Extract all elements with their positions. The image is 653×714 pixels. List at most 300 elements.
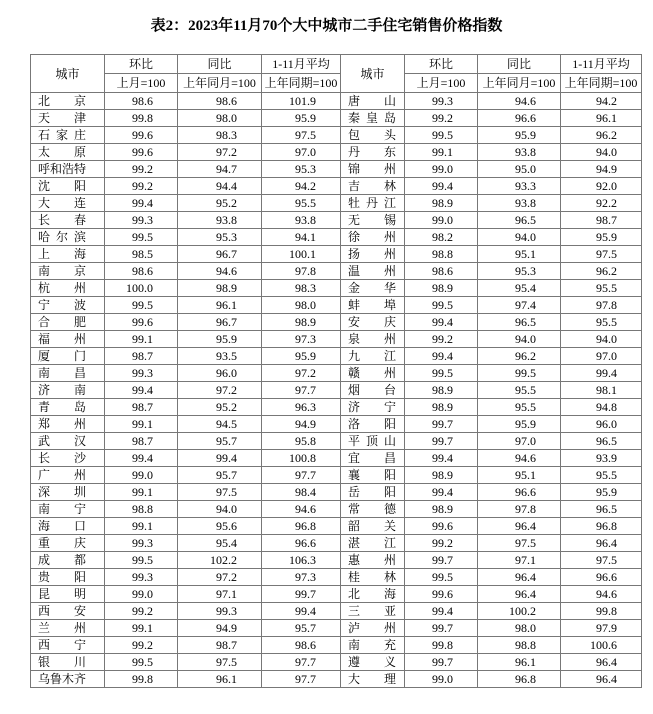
yoy-cell-right: 97.5 <box>478 535 561 552</box>
mom-cell-right: 98.9 <box>405 382 478 399</box>
avg-cell-right: 95.5 <box>561 280 642 297</box>
city-name: 福州 <box>38 332 86 346</box>
city-cell-left <box>31 331 105 348</box>
avg-cell-left: 94.6 <box>262 501 341 518</box>
city-name: 杭州 <box>38 281 86 295</box>
yoy-cell-right: 94.0 <box>478 331 561 348</box>
yoy-cell-right: 95.9 <box>478 416 561 433</box>
city-name: 安庆 <box>348 315 396 329</box>
city-cell-left <box>31 297 105 314</box>
mom-cell-left: 99.3 <box>105 212 178 229</box>
mom-cell-right: 98.9 <box>405 467 478 484</box>
avg-cell-right: 95.9 <box>561 229 642 246</box>
city-cell-right <box>341 297 405 314</box>
city-cell-right <box>341 654 405 671</box>
city-cell-left <box>31 314 105 331</box>
city-name: 襄阳 <box>348 468 396 482</box>
table-row <box>31 178 642 195</box>
avg-cell-left: 98.6 <box>262 637 341 654</box>
city-cell-right <box>341 467 405 484</box>
yoy-cell-right: 94.6 <box>478 450 561 467</box>
city-cell-left <box>31 416 105 433</box>
city-name: 乌鲁木齐 <box>38 672 87 686</box>
mom-cell-left: 99.2 <box>105 637 178 654</box>
city-cell-right <box>341 246 405 263</box>
avg-cell-right: 97.8 <box>561 297 642 314</box>
table-body <box>31 93 642 688</box>
yoy-cell-left: 94.4 <box>178 178 262 195</box>
mom-cell-right: 99.8 <box>405 637 478 654</box>
avg-cell-left: 98.3 <box>262 280 341 297</box>
city-name: 韶关 <box>348 519 396 533</box>
table-row <box>31 297 642 314</box>
yoy-cell-left: 96.7 <box>178 246 262 263</box>
yoy-cell-left: 94.0 <box>178 501 262 518</box>
table-row <box>31 229 642 246</box>
yoy-cell-left: 96.1 <box>178 297 262 314</box>
city-cell-right <box>341 518 405 535</box>
avg-cell-right: 97.9 <box>561 620 642 637</box>
city-name: 海口 <box>38 519 86 533</box>
city-cell-left <box>31 518 105 535</box>
city-cell-left <box>31 433 105 450</box>
city-name: 长春 <box>38 213 86 227</box>
city-cell-left <box>31 484 105 501</box>
avg-cell-right: 94.0 <box>561 144 642 161</box>
city-name: 唐山 <box>348 94 396 108</box>
city-cell-right <box>341 586 405 603</box>
yoy-cell-right: 96.5 <box>478 314 561 331</box>
mom-cell-right: 99.7 <box>405 552 478 569</box>
yoy-cell-right: 96.6 <box>478 110 561 127</box>
city-name: 丹东 <box>348 145 396 159</box>
city-name: 沈阳 <box>38 179 86 193</box>
city-cell-left <box>31 195 105 212</box>
city-cell-left <box>31 552 105 569</box>
mom-cell-right: 99.2 <box>405 331 478 348</box>
city-cell-right <box>341 110 405 127</box>
yoy-cell-right: 96.4 <box>478 569 561 586</box>
mom-cell-right: 99.4 <box>405 178 478 195</box>
city-name: 郑州 <box>38 417 86 431</box>
yoy-cell-left: 94.6 <box>178 263 262 280</box>
city-name: 哈尔滨 <box>38 230 86 244</box>
yoy-cell-left: 98.7 <box>178 637 262 654</box>
mom-cell-left: 99.1 <box>105 518 178 535</box>
table-row <box>31 416 642 433</box>
city-cell-right <box>341 569 405 586</box>
mom-cell-right: 99.7 <box>405 416 478 433</box>
mom-cell-left: 99.1 <box>105 331 178 348</box>
city-cell-right <box>341 263 405 280</box>
yoy-cell-right: 93.8 <box>478 195 561 212</box>
avg-cell-right: 96.5 <box>561 501 642 518</box>
mom-cell-right: 99.4 <box>405 314 478 331</box>
mom-cell-left: 98.8 <box>105 501 178 518</box>
yoy-cell-left: 93.8 <box>178 212 262 229</box>
avg-cell-left: 95.3 <box>262 161 341 178</box>
mom-cell-right: 98.8 <box>405 246 478 263</box>
city-name: 北海 <box>348 587 396 601</box>
mom-cell-left: 99.5 <box>105 654 178 671</box>
city-name: 牡丹江 <box>348 196 396 210</box>
city-cell-right <box>341 314 405 331</box>
header-avg-base-right: 上年同期=100 <box>561 74 642 93</box>
city-name: 宜昌 <box>348 451 396 465</box>
city-name: 厦门 <box>38 349 86 363</box>
mom-cell-right: 99.3 <box>405 93 478 110</box>
table-header <box>31 55 642 93</box>
city-cell-left <box>31 450 105 467</box>
mom-cell-right: 98.9 <box>405 399 478 416</box>
yoy-cell-left: 98.9 <box>178 280 262 297</box>
table-row <box>31 144 642 161</box>
city-name: 重庆 <box>38 536 86 550</box>
avg-cell-left: 94.2 <box>262 178 341 195</box>
avg-cell-left: 94.9 <box>262 416 341 433</box>
header-mom-base-right: 上月=100 <box>405 74 478 93</box>
city-cell-right <box>341 535 405 552</box>
avg-cell-right: 94.8 <box>561 399 642 416</box>
yoy-cell-left: 96.1 <box>178 671 262 688</box>
mom-cell-right: 99.5 <box>405 569 478 586</box>
city-cell-left <box>31 654 105 671</box>
yoy-cell-right: 93.3 <box>478 178 561 195</box>
city-name: 济南 <box>38 383 86 397</box>
mom-cell-right: 99.0 <box>405 671 478 688</box>
city-name: 秦皇岛 <box>348 111 396 125</box>
avg-cell-left: 94.1 <box>262 229 341 246</box>
avg-cell-right: 99.8 <box>561 603 642 620</box>
table-row <box>31 637 642 654</box>
table-row <box>31 331 642 348</box>
table-row <box>31 365 642 382</box>
yoy-cell-right: 94.6 <box>478 93 561 110</box>
yoy-cell-right: 97.8 <box>478 501 561 518</box>
city-cell-right <box>341 195 405 212</box>
table-row <box>31 195 642 212</box>
city-cell-right <box>341 620 405 637</box>
avg-cell-right: 96.1 <box>561 110 642 127</box>
city-cell-right <box>341 671 405 688</box>
city-name: 兰州 <box>38 621 86 635</box>
city-cell-right <box>341 144 405 161</box>
city-name: 洛阳 <box>348 417 396 431</box>
yoy-cell-left: 98.6 <box>178 93 262 110</box>
city-cell-right <box>341 348 405 365</box>
mom-cell-right: 99.4 <box>405 484 478 501</box>
avg-cell-right: 100.6 <box>561 637 642 654</box>
avg-cell-right: 97.5 <box>561 552 642 569</box>
city-cell-left <box>31 280 105 297</box>
yoy-cell-left: 96.7 <box>178 314 262 331</box>
mom-cell-left: 99.8 <box>105 110 178 127</box>
city-cell-left <box>31 246 105 263</box>
yoy-cell-right: 95.5 <box>478 382 561 399</box>
mom-cell-left: 98.5 <box>105 246 178 263</box>
city-name: 湛江 <box>348 536 396 550</box>
mom-cell-right: 98.6 <box>405 263 478 280</box>
city-cell-left <box>31 569 105 586</box>
table-row <box>31 501 642 518</box>
city-cell-left <box>31 382 105 399</box>
table-row <box>31 280 642 297</box>
city-name: 三亚 <box>348 604 396 618</box>
yoy-cell-left: 99.4 <box>178 450 262 467</box>
city-cell-left <box>31 161 105 178</box>
avg-cell-right: 96.4 <box>561 654 642 671</box>
city-name: 合肥 <box>38 315 86 329</box>
city-cell-left <box>31 467 105 484</box>
yoy-cell-left: 95.7 <box>178 433 262 450</box>
mom-cell-right: 99.7 <box>405 654 478 671</box>
avg-cell-right: 96.4 <box>561 535 642 552</box>
mom-cell-left: 99.1 <box>105 416 178 433</box>
yoy-cell-right: 96.6 <box>478 484 561 501</box>
avg-cell-left: 97.7 <box>262 671 341 688</box>
avg-cell-right: 94.9 <box>561 161 642 178</box>
yoy-cell-left: 96.0 <box>178 365 262 382</box>
avg-cell-left: 93.8 <box>262 212 341 229</box>
city-cell-right <box>341 450 405 467</box>
yoy-cell-left: 95.7 <box>178 467 262 484</box>
avg-cell-left: 97.0 <box>262 144 341 161</box>
mom-cell-left: 98.7 <box>105 433 178 450</box>
avg-cell-right: 96.6 <box>561 569 642 586</box>
avg-cell-left: 101.9 <box>262 93 341 110</box>
header-avg-left: 1-11月平均 <box>262 55 341 74</box>
mom-cell-right: 98.2 <box>405 229 478 246</box>
avg-cell-left: 98.9 <box>262 314 341 331</box>
page <box>0 14 653 688</box>
city-cell-right <box>341 552 405 569</box>
header-row-1 <box>31 55 642 74</box>
city-cell-left <box>31 501 105 518</box>
mom-cell-left: 99.3 <box>105 535 178 552</box>
yoy-cell-right: 97.0 <box>478 433 561 450</box>
mom-cell-right: 99.4 <box>405 348 478 365</box>
mom-cell-right: 99.0 <box>405 161 478 178</box>
city-name: 武汉 <box>38 434 86 448</box>
header-yoy-base-left: 上年同月=100 <box>178 74 262 93</box>
yoy-cell-left: 102.2 <box>178 552 262 569</box>
city-cell-left <box>31 144 105 161</box>
yoy-cell-right: 95.0 <box>478 161 561 178</box>
header-yoy-right: 同比 <box>478 55 561 74</box>
yoy-cell-left: 95.4 <box>178 535 262 552</box>
mom-cell-left: 99.1 <box>105 484 178 501</box>
mom-cell-left: 98.6 <box>105 263 178 280</box>
city-cell-left <box>31 110 105 127</box>
mom-cell-left: 99.3 <box>105 569 178 586</box>
city-name: 烟台 <box>348 383 396 397</box>
avg-cell-right: 97.0 <box>561 348 642 365</box>
city-name: 西宁 <box>38 638 86 652</box>
city-cell-left <box>31 586 105 603</box>
city-name: 泸州 <box>348 621 396 635</box>
city-cell-left <box>31 93 105 110</box>
mom-cell-left: 99.4 <box>105 450 178 467</box>
yoy-cell-left: 95.3 <box>178 229 262 246</box>
mom-cell-right: 99.7 <box>405 620 478 637</box>
header-city-left: 城市 <box>31 55 105 93</box>
city-name: 岳阳 <box>348 485 396 499</box>
avg-cell-right: 95.9 <box>561 484 642 501</box>
city-name: 石家庄 <box>38 128 86 142</box>
city-name: 成都 <box>38 553 86 567</box>
city-name: 金华 <box>348 281 396 295</box>
city-name: 南宁 <box>38 502 86 516</box>
avg-cell-right: 94.0 <box>561 331 642 348</box>
avg-cell-left: 95.9 <box>262 348 341 365</box>
yoy-cell-left: 94.5 <box>178 416 262 433</box>
price-index-table <box>30 54 642 688</box>
table-row <box>31 246 642 263</box>
city-cell-left <box>31 637 105 654</box>
mom-cell-left: 99.4 <box>105 382 178 399</box>
table-row <box>31 110 642 127</box>
mom-cell-left: 99.5 <box>105 552 178 569</box>
avg-cell-right: 96.8 <box>561 518 642 535</box>
yoy-cell-left: 94.7 <box>178 161 262 178</box>
yoy-cell-right: 98.8 <box>478 637 561 654</box>
table-row <box>31 161 642 178</box>
yoy-cell-left: 97.2 <box>178 144 262 161</box>
mom-cell-right: 99.1 <box>405 144 478 161</box>
mom-cell-right: 99.5 <box>405 127 478 144</box>
mom-cell-left: 99.6 <box>105 127 178 144</box>
yoy-cell-right: 96.2 <box>478 348 561 365</box>
mom-cell-right: 99.2 <box>405 535 478 552</box>
table-row <box>31 212 642 229</box>
city-name: 广州 <box>38 468 86 482</box>
city-name: 南昌 <box>38 366 86 380</box>
city-cell-right <box>341 93 405 110</box>
city-cell-right <box>341 161 405 178</box>
city-cell-right <box>341 229 405 246</box>
yoy-cell-right: 97.4 <box>478 297 561 314</box>
city-name: 济宁 <box>348 400 396 414</box>
mom-cell-left: 99.1 <box>105 620 178 637</box>
city-cell-right <box>341 501 405 518</box>
yoy-cell-left: 95.2 <box>178 399 262 416</box>
city-cell-left <box>31 178 105 195</box>
city-name: 包头 <box>348 128 396 142</box>
mom-cell-left: 99.6 <box>105 314 178 331</box>
yoy-cell-right: 94.0 <box>478 229 561 246</box>
city-name: 惠州 <box>348 553 396 567</box>
yoy-cell-right: 96.8 <box>478 671 561 688</box>
avg-cell-left: 97.3 <box>262 331 341 348</box>
mom-cell-right: 99.2 <box>405 110 478 127</box>
yoy-cell-right: 95.3 <box>478 263 561 280</box>
table-row <box>31 535 642 552</box>
table-row <box>31 586 642 603</box>
avg-cell-left: 96.6 <box>262 535 341 552</box>
table-row <box>31 399 642 416</box>
city-cell-right <box>341 178 405 195</box>
yoy-cell-right: 95.1 <box>478 467 561 484</box>
yoy-cell-left: 97.2 <box>178 569 262 586</box>
mom-cell-left: 99.5 <box>105 229 178 246</box>
mom-cell-left: 99.2 <box>105 178 178 195</box>
city-cell-left <box>31 229 105 246</box>
city-cell-right <box>341 637 405 654</box>
mom-cell-left: 99.6 <box>105 144 178 161</box>
table-row <box>31 314 642 331</box>
avg-cell-right: 96.0 <box>561 416 642 433</box>
mom-cell-right: 98.9 <box>405 195 478 212</box>
avg-cell-left: 99.7 <box>262 586 341 603</box>
city-cell-right <box>341 365 405 382</box>
mom-cell-left: 98.7 <box>105 348 178 365</box>
yoy-cell-right: 95.9 <box>478 127 561 144</box>
avg-cell-right: 94.2 <box>561 93 642 110</box>
yoy-cell-left: 94.9 <box>178 620 262 637</box>
table-row <box>31 467 642 484</box>
avg-cell-right: 96.2 <box>561 127 642 144</box>
yoy-cell-left: 97.1 <box>178 586 262 603</box>
city-name: 银川 <box>38 655 86 669</box>
city-name: 大连 <box>38 196 86 210</box>
avg-cell-left: 97.7 <box>262 467 341 484</box>
avg-cell-right: 98.7 <box>561 212 642 229</box>
city-cell-right <box>341 127 405 144</box>
mom-cell-left: 99.5 <box>105 297 178 314</box>
header-yoy-base-right: 上年同月=100 <box>478 74 561 93</box>
city-cell-right <box>341 603 405 620</box>
avg-cell-right: 96.5 <box>561 433 642 450</box>
mom-cell-left: 98.6 <box>105 93 178 110</box>
table-row <box>31 518 642 535</box>
table-row <box>31 127 642 144</box>
city-cell-left <box>31 263 105 280</box>
header-yoy-left: 同比 <box>178 55 262 74</box>
yoy-cell-left: 95.2 <box>178 195 262 212</box>
city-name: 大理 <box>348 672 396 686</box>
avg-cell-left: 98.0 <box>262 297 341 314</box>
city-name: 长沙 <box>38 451 86 465</box>
table-row <box>31 348 642 365</box>
avg-cell-right: 97.5 <box>561 246 642 263</box>
header-avg-right: 1-11月平均 <box>561 55 642 74</box>
city-name: 锦州 <box>348 162 396 176</box>
avg-cell-right: 92.2 <box>561 195 642 212</box>
mom-cell-right: 99.6 <box>405 586 478 603</box>
city-name: 无锡 <box>348 213 396 227</box>
yoy-cell-right: 99.5 <box>478 365 561 382</box>
header-mom-base-left: 上月=100 <box>105 74 178 93</box>
city-cell-right <box>341 331 405 348</box>
city-name: 徐州 <box>348 230 396 244</box>
avg-cell-left: 97.3 <box>262 569 341 586</box>
table-row <box>31 450 642 467</box>
city-name: 太原 <box>38 145 86 159</box>
city-name: 遵义 <box>348 655 396 669</box>
avg-cell-right: 98.1 <box>561 382 642 399</box>
table-row <box>31 93 642 110</box>
yoy-cell-left: 99.3 <box>178 603 262 620</box>
city-cell-left <box>31 671 105 688</box>
avg-cell-left: 97.5 <box>262 127 341 144</box>
table-row <box>31 671 642 688</box>
yoy-cell-right: 96.4 <box>478 518 561 535</box>
city-name: 温州 <box>348 264 396 278</box>
city-name: 赣州 <box>348 366 396 380</box>
table-row <box>31 484 642 501</box>
mom-cell-right: 99.5 <box>405 297 478 314</box>
mom-cell-right: 98.9 <box>405 280 478 297</box>
